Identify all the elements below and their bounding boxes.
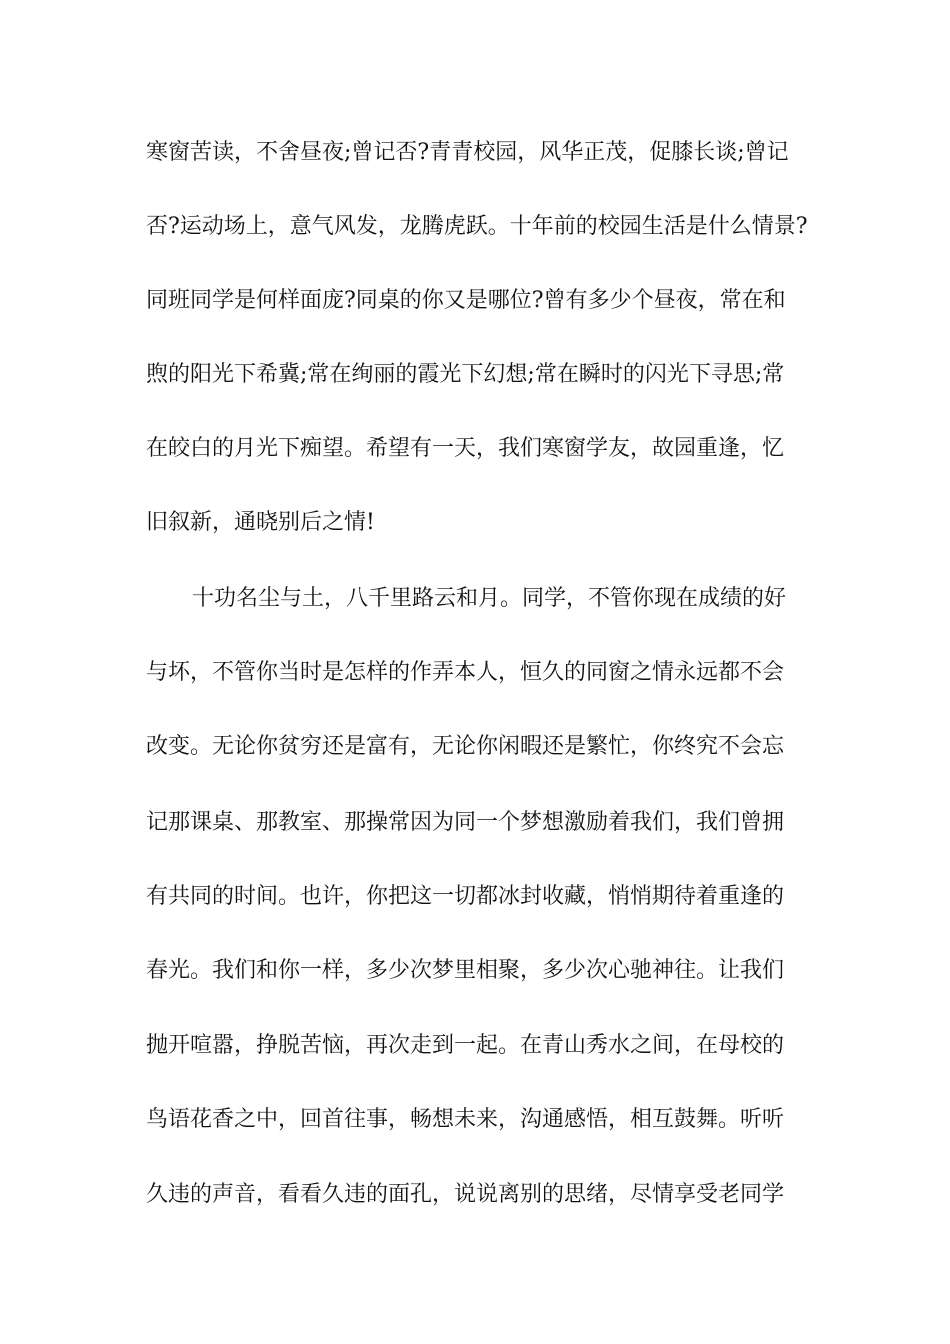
text-line: 春光。我们和你一样，多少次梦里相聚，多少次心驰神往。让我们 bbox=[146, 958, 785, 983]
text-line: 寒窗苦读，不舍昼夜;曾记否?青青校园，风华正茂，促膝长谈;曾记 bbox=[146, 140, 789, 165]
text-line: 同班同学是何样面庞?同桌的你又是哪位?曾有多少个昼夜，常在和 bbox=[146, 288, 786, 313]
paragraph-first-line: 十功名尘与土，八千里路云和月。同学，不管你现在成绩的好 bbox=[192, 586, 787, 611]
text-line: 旧叙新，通晓别后之情! bbox=[146, 510, 375, 535]
text-line: 煦的阳光下希冀;常在绚丽的霞光下幻想;常在瞬时的闪光下寻思;常 bbox=[146, 362, 785, 387]
text-line: 与坏，不管你当时是怎样的作弄本人，恒久的同窗之情永远都不会 bbox=[146, 660, 785, 685]
text-line: 久违的声音，看看久违的面孔，说说离别的思绪，尽情享受老同学 bbox=[146, 1182, 785, 1207]
text-line: 记那课桌、那教室、那操常因为同一个梦想激励着我们，我们曾拥 bbox=[146, 810, 785, 835]
text-line: 在皎白的月光下痴望。希望有一天，我们寒窗学友，故园重逢，忆 bbox=[146, 436, 785, 461]
text-line: 有共同的时间。也许，你把这一切都冰封收藏，悄悄期待着重逢的 bbox=[146, 884, 785, 909]
text-line: 否?运动场上，意气风发，龙腾虎跃。十年前的校园生活是什么情景? bbox=[146, 214, 808, 239]
text-line: 改变。无论你贫穷还是富有，无论你闲暇还是繁忙，你终究不会忘 bbox=[146, 734, 785, 759]
text-line: 抛开喧嚣，挣脱苦恼，再次走到一起。在青山秀水之间，在母校的 bbox=[146, 1033, 785, 1058]
text-line: 鸟语花香之中，回首往事，畅想未来，沟通感悟，相互鼓舞。听听 bbox=[146, 1107, 785, 1132]
